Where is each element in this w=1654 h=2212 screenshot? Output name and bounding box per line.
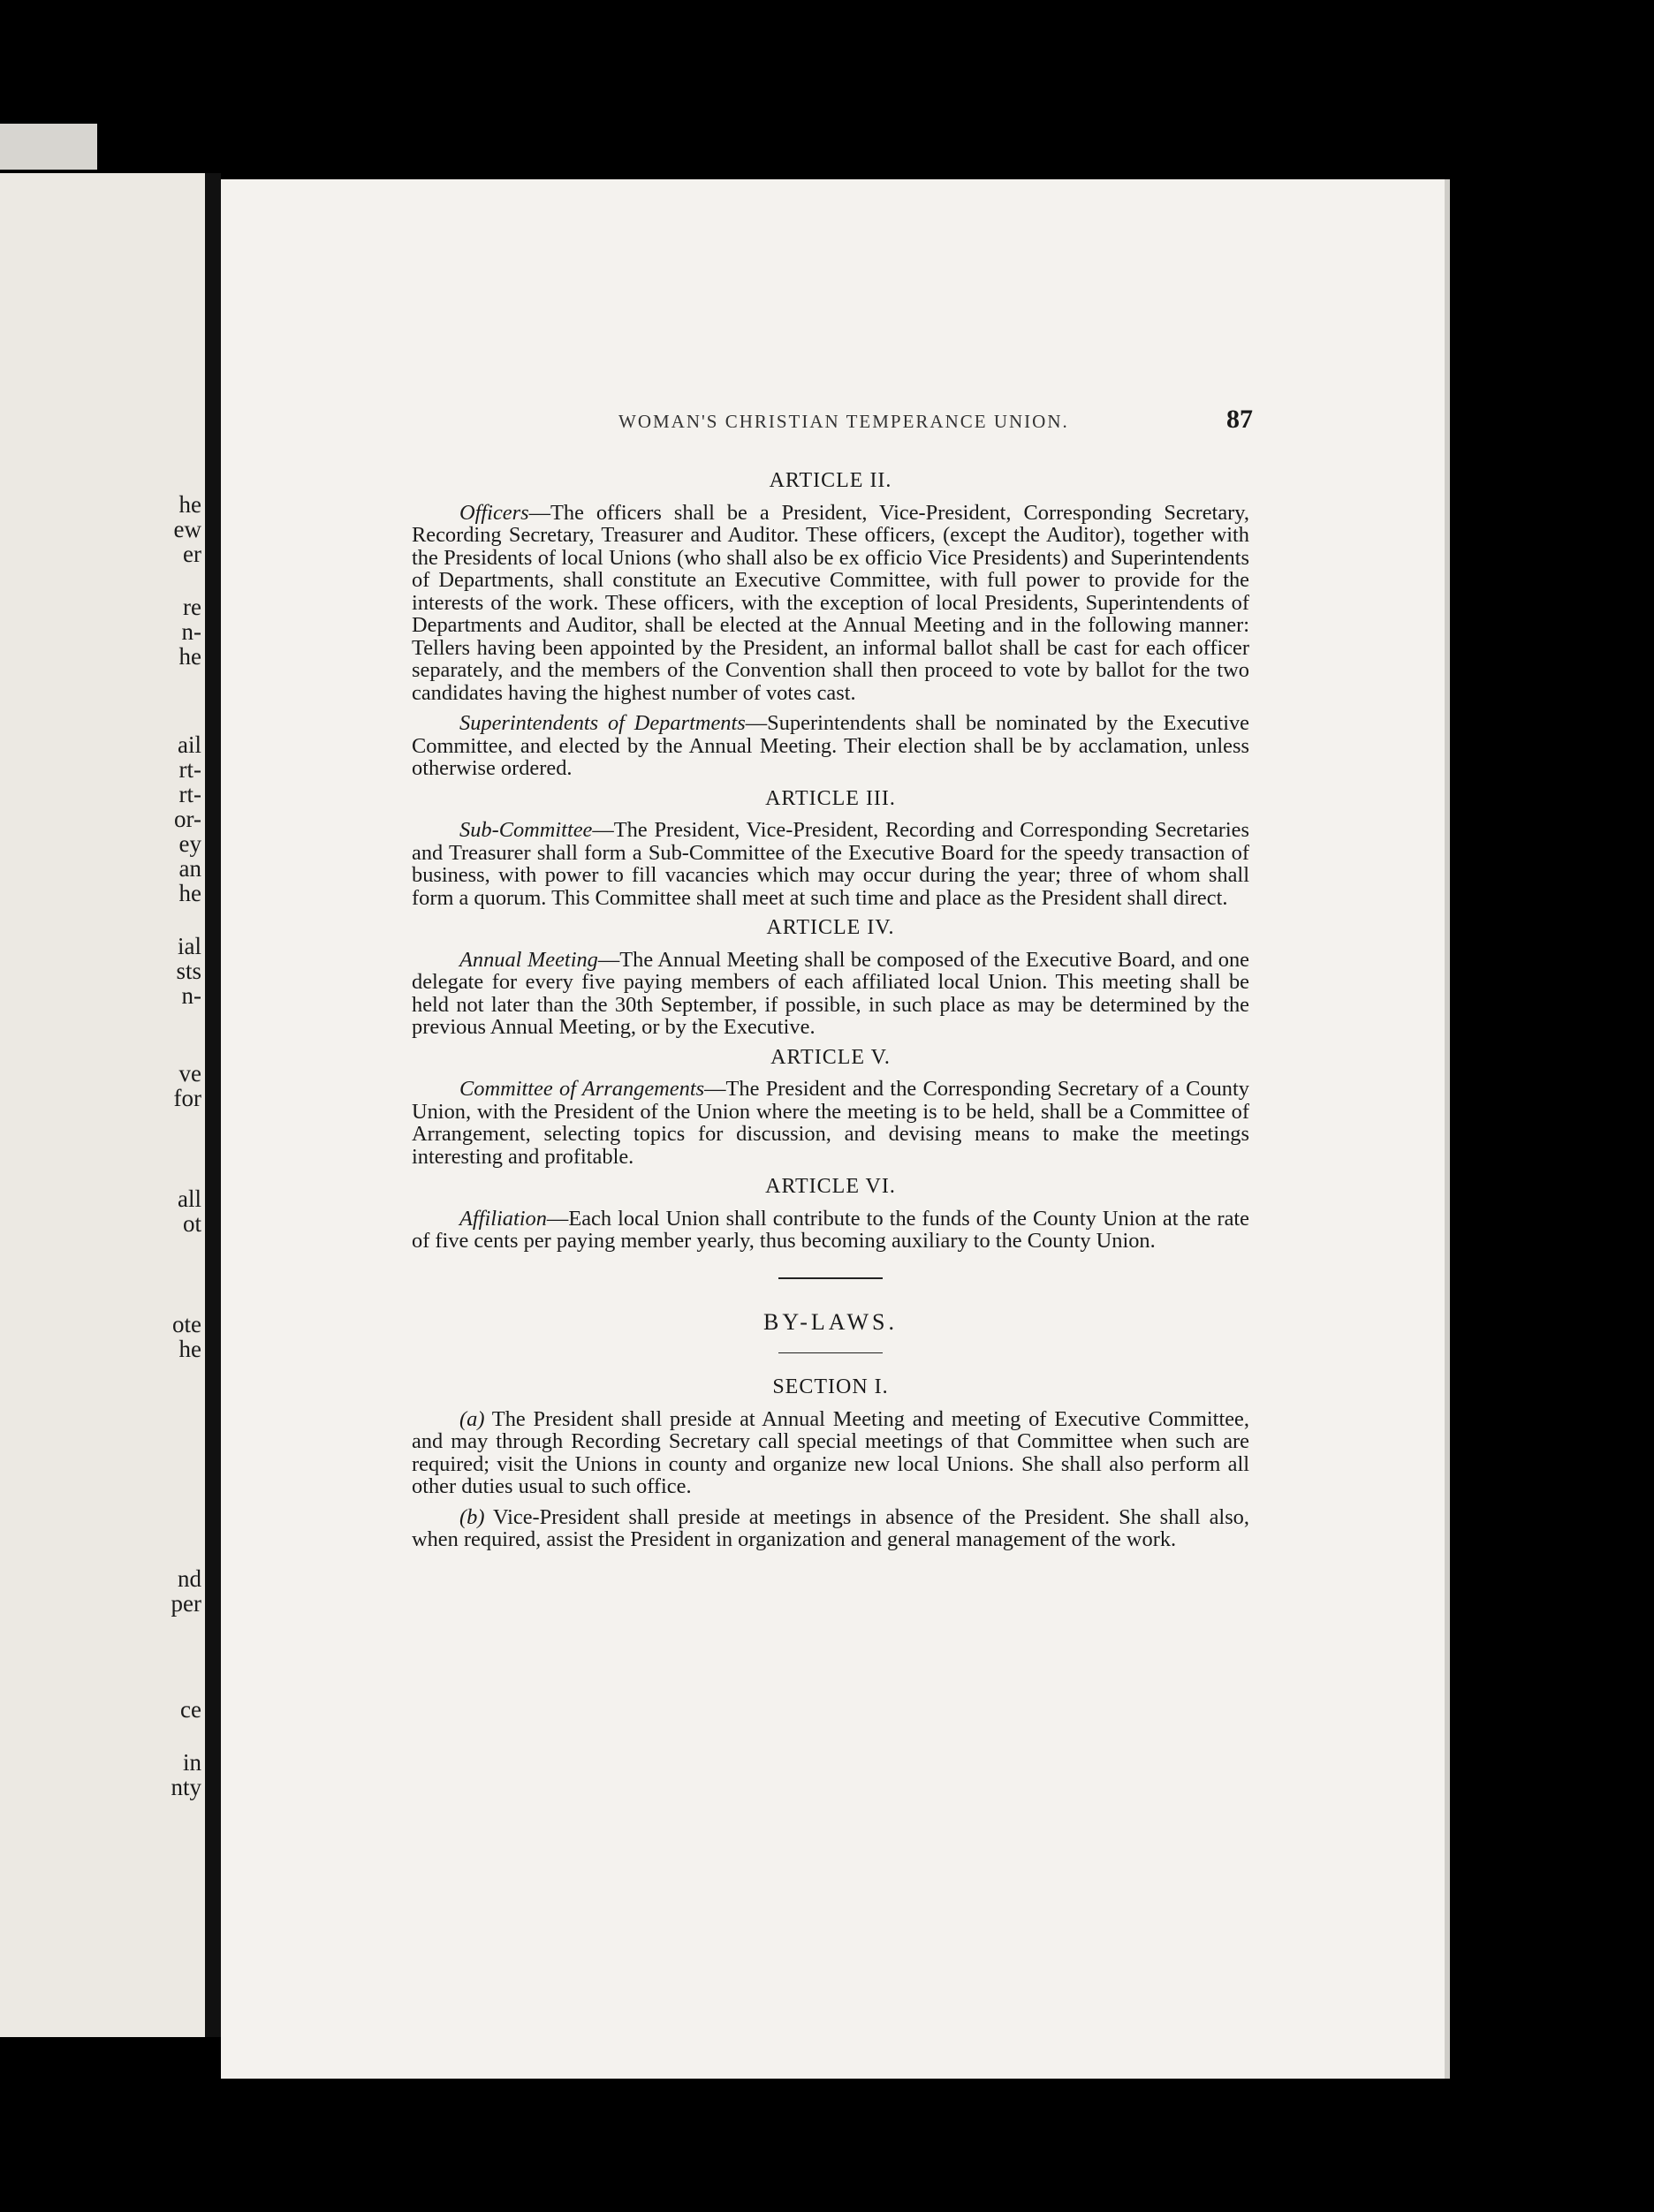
affiliation-text: —Each local Union shall contribute to the funds of the County Union at the rate of five cents per paying member yearly, thus becoming auxiliary to the County Union. [412,1206,1249,1253]
left-page-fragment: for [173,1085,201,1111]
left-page-fragment: in [182,1749,201,1776]
clause-a-text: The President shall preside at Annual Meeting and meeting of Executive Committee, and may through Recording Secretary call special meetings of that Committee when such are required; visit the Unions in county and organize new local Unions. She shall also perform all other duties usual to such office. [412,1406,1249,1498]
left-page-fragment: nty [171,1774,201,1800]
annual-meeting-lead: Annual Meeting [459,947,598,972]
left-page-fragment: ce [180,1696,201,1723]
superintendents-text: —Superintendents shall be nominated by the Executive Committee, and elected by the Annual Meeting. Their election shall be by acclamation, unless otherwise ordered. [412,711,1249,780]
page-content [412,462,1249,1559]
book-binding-gutter [205,173,221,2037]
left-page-fragment: ail [178,731,201,758]
left-page-fragment: he [178,491,201,518]
article-5-arrangements-paragraph [412,1078,1249,1168]
sub-committee-lead: Sub-Committee [459,818,593,842]
article-2-superintendents-paragraph [412,712,1249,780]
running-head: WOMAN'S CHRISTIAN TEMPERANCE UNION. [618,411,1069,432]
left-page-fragment: ial [178,933,201,959]
left-page-fragment: he [178,643,201,670]
article-2-heading: ARTICLE II. [769,469,892,492]
left-page-fragment: all [178,1186,201,1212]
page-number: 87 [1226,405,1253,434]
superintendents-lead: Superintendents of Departments [459,711,746,735]
left-page-fragment: per [171,1590,201,1617]
article-3-heading: ARTICLE III. [765,786,896,810]
clause-b-text: Vice-President shall preside at meetings in absence of the President. She shall also, when required, assist the President in organization and general management of the work. [412,1504,1249,1551]
sub-committee-text: —The President, Vice-President, Recording and Corresponding Secretaries and Treasurer shall form a Sub-Committee of the Executive Board for the speedy transaction of business, with power to fill vacancies which may occur during the year; three of whom shall form a quorum. This Committee shall meet at such time and place as the President shall direct. [412,818,1249,910]
left-page-fragment: ew [173,516,201,542]
article-2-officers-paragraph [412,502,1249,705]
article-6-affiliation-paragraph [412,1208,1249,1253]
article-5-heading: ARTICLE V. [770,1045,891,1069]
left-page-fragment: ot [182,1210,201,1237]
clause-b-label: (b) [459,1504,485,1529]
bylaws-divider-rule [778,1352,883,1353]
left-page-fragment: sts [176,958,201,984]
left-page-fragment: he [178,880,201,906]
left-page-fragment: rt- [178,756,201,783]
arrangements-lead: Committee of Arrangements [459,1077,705,1101]
article-4-annual-meeting-paragraph [412,949,1249,1039]
clause-a-label: (a) [459,1406,485,1431]
left-page-fragment: an [178,855,201,882]
left-page-fragment: n- [181,618,201,645]
article-3-sub-committee-paragraph [412,819,1249,909]
bylaws-clause-b [412,1506,1249,1551]
article-6-heading: ARTICLE VI. [765,1175,896,1198]
annual-meeting-text: —The Annual Meeting shall be composed of the Executive Board, and one delegate for every five paying members of each affiliated local Union. This meeting shall be held not later than the 30th September, if possible, in such place as may be determined by the previous Annual Meeting, or by the Executive. [412,947,1250,1039]
section-divider-rule [778,1277,883,1279]
left-facing-page [0,173,210,2037]
document-page [221,179,1450,2079]
scanner-top-band [0,124,97,170]
left-page-fragment: er [183,541,201,567]
left-page-fragment: ote [172,1311,201,1337]
left-page-fragment: n- [181,982,201,1009]
left-page-fragment: or- [174,806,201,832]
bylaws-clause-a [412,1408,1249,1498]
left-page-fragment: he [178,1336,201,1362]
article-4-heading: ARTICLE IV. [766,916,895,939]
officers-text: —The officers shall be a President, Vice-President, Corresponding Secretary, Recording Secretary, Treasurer and Auditor. These officers, (except the Auditor), together with the Presidents of local Unions (who shall also be ex officio Vice Presidents) and Superintendents of Departments, shall constitute an Executive Committee, with full power to provide for the interests of the work. These officers, with the exception of local Presidents, Superintendents of Departments and Auditor, shall be elected at the Annual Meeting and in the following manner: Tellers having been appointed by the President, an informal ballot shall be cast for each officer separately, and the members of the Convention shall then proceed to vote by ballot for the two candidates having the highest number of votes cast. [412,500,1249,705]
bylaws-title: BY-LAWS. [763,1308,898,1335]
officers-lead: Officers [459,500,529,525]
left-page-fragment: ve [178,1060,201,1087]
left-page-fragment: re [183,594,201,620]
bylaws-section-1-heading: SECTION I. [772,1375,889,1398]
left-page-fragment: ey [178,830,201,857]
affiliation-lead: Affiliation [459,1206,547,1231]
arrangements-text: —The President and the Corresponding Secretary of a County Union, with the President of the Union where the meeting is to be held, shall be a Committee of Arrangement, selecting topics for discussion, and devising means to make the meetings interesting and profitable. [412,1077,1249,1169]
left-page-fragment: nd [178,1565,201,1592]
left-page-fragment: rt- [178,781,201,807]
